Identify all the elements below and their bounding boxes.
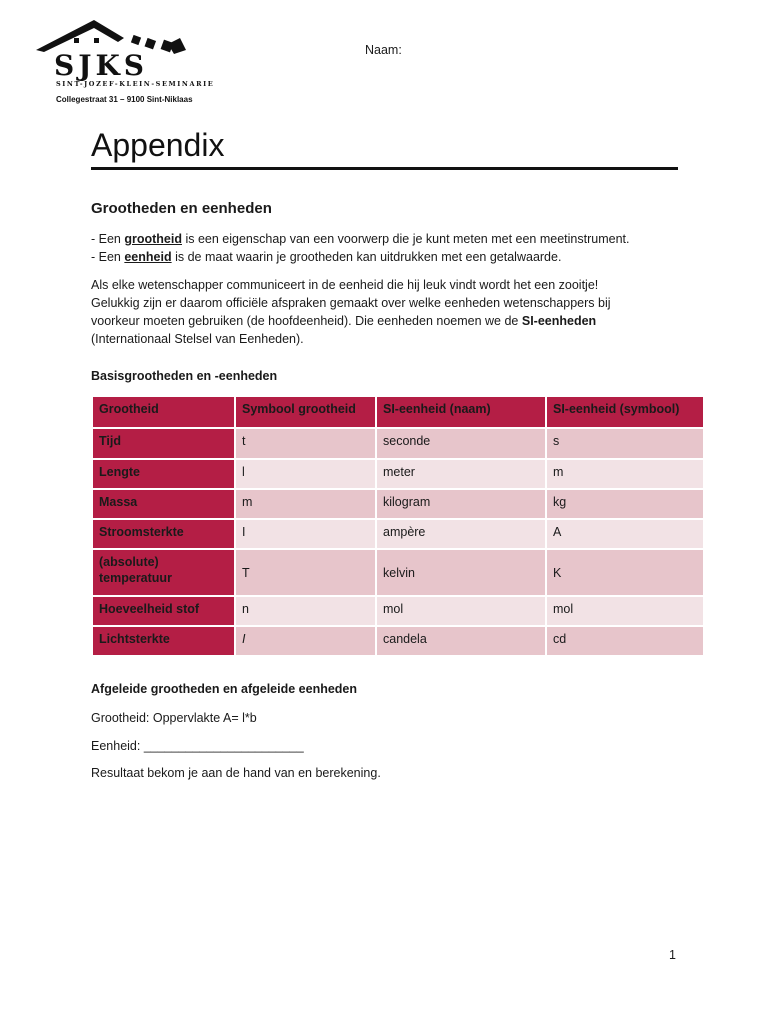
derived-resultaat: Resultaat bekom je aan de hand van en berekening.: [91, 766, 381, 780]
derived-grootheid: Grootheid: Oppervlakte A= l*b: [91, 711, 257, 725]
table-cell: kelvin: [377, 550, 545, 595]
table-cell: m: [236, 490, 375, 518]
table-row: [93, 597, 703, 625]
logo-name: SJKS: [54, 49, 149, 82]
table-cell: m: [547, 460, 703, 488]
table-cell: Stroomsterkte: [93, 520, 234, 548]
table-cell: Hoeveelheid stof: [93, 597, 234, 625]
table-cell: mol: [547, 597, 703, 625]
table-row: [93, 627, 703, 655]
table-cell: A: [547, 520, 703, 548]
table-cell: meter: [377, 460, 545, 488]
table-cell: Lengte: [93, 460, 234, 488]
si-units-table: [91, 395, 705, 657]
table-cell: Tijd: [93, 429, 234, 458]
definition-eenheid: - Een eenheid is de maat waarin je grootheden kan uitdrukken met een getalwaarde.: [91, 250, 562, 264]
section-heading: Grootheden en eenheden: [91, 200, 272, 217]
table-cell: Massa: [93, 490, 234, 518]
school-logo: [34, 16, 215, 108]
table-cell: I: [236, 520, 375, 548]
title-rule: [91, 167, 678, 170]
table-row: [93, 429, 703, 458]
term-eenheid: eenheid: [124, 250, 172, 264]
table-cell: (absolute) temperatuur: [93, 550, 234, 595]
table-heading: Basisgrootheden en -eenheden: [91, 369, 278, 383]
table-cell: ampère: [377, 520, 545, 548]
table-cell: T: [236, 550, 375, 595]
table-cell: mol: [377, 597, 545, 625]
table-cell: kilogram: [377, 490, 545, 518]
table-row: [93, 520, 703, 548]
column-header: SI-eenheid (naam): [377, 397, 545, 427]
intro-paragraph: Als elke wetenschapper communiceert in de eenheid die hij leuk vindt wordt het een zooitje! Gelukkig zijn er daarom officiële afspraken gemaakt over welke eenheden wetenschappers bij voorkeur moeten gebruiken (de hoofdeenheid). Die eenheden noemen we de SI-eenheden (Internationaal Stelsel van Eenheden).: [91, 278, 611, 346]
logo-subtitle: SINT-JOZEF-KLEIN-SEMINARIE: [56, 80, 215, 88]
table-row: [93, 550, 703, 595]
name-label: Naam:: [365, 43, 402, 57]
column-header: SI-eenheid (symbool): [547, 397, 703, 427]
table-row: [93, 490, 703, 518]
table-row: [93, 460, 703, 488]
column-header: Symbool grootheid: [236, 397, 375, 427]
table-header-row: [93, 397, 703, 427]
table-cell: I: [236, 627, 375, 655]
derived-eenheid: Eenheid: _______________________: [91, 739, 304, 753]
column-header: Grootheid: [93, 397, 234, 427]
table-cell: kg: [547, 490, 703, 518]
table-cell: n: [236, 597, 375, 625]
page-title: Appendix: [91, 127, 225, 163]
page-number: 1: [669, 948, 676, 962]
term-grootheid: grootheid: [124, 232, 182, 246]
table-cell: candela: [377, 627, 545, 655]
table-cell: l: [236, 460, 375, 488]
table-cell: s: [547, 429, 703, 458]
table-cell: cd: [547, 627, 703, 655]
table-cell: Lichtsterkte: [93, 627, 234, 655]
table-cell: t: [236, 429, 375, 458]
derived-heading: Afgeleide grootheden en afgeleide eenheden: [91, 682, 358, 696]
definition-grootheid: - Een grootheid is een eigenschap van een voorwerp die je kunt meten met een meetinstrument.: [91, 232, 630, 246]
si-eenheden-term: SI-eenheden: [521, 314, 597, 328]
logo-address: Collegestraat 31 – 9100 Sint-Niklaas: [56, 95, 193, 104]
table-cell: seconde: [377, 429, 545, 458]
table-cell: K: [547, 550, 703, 595]
